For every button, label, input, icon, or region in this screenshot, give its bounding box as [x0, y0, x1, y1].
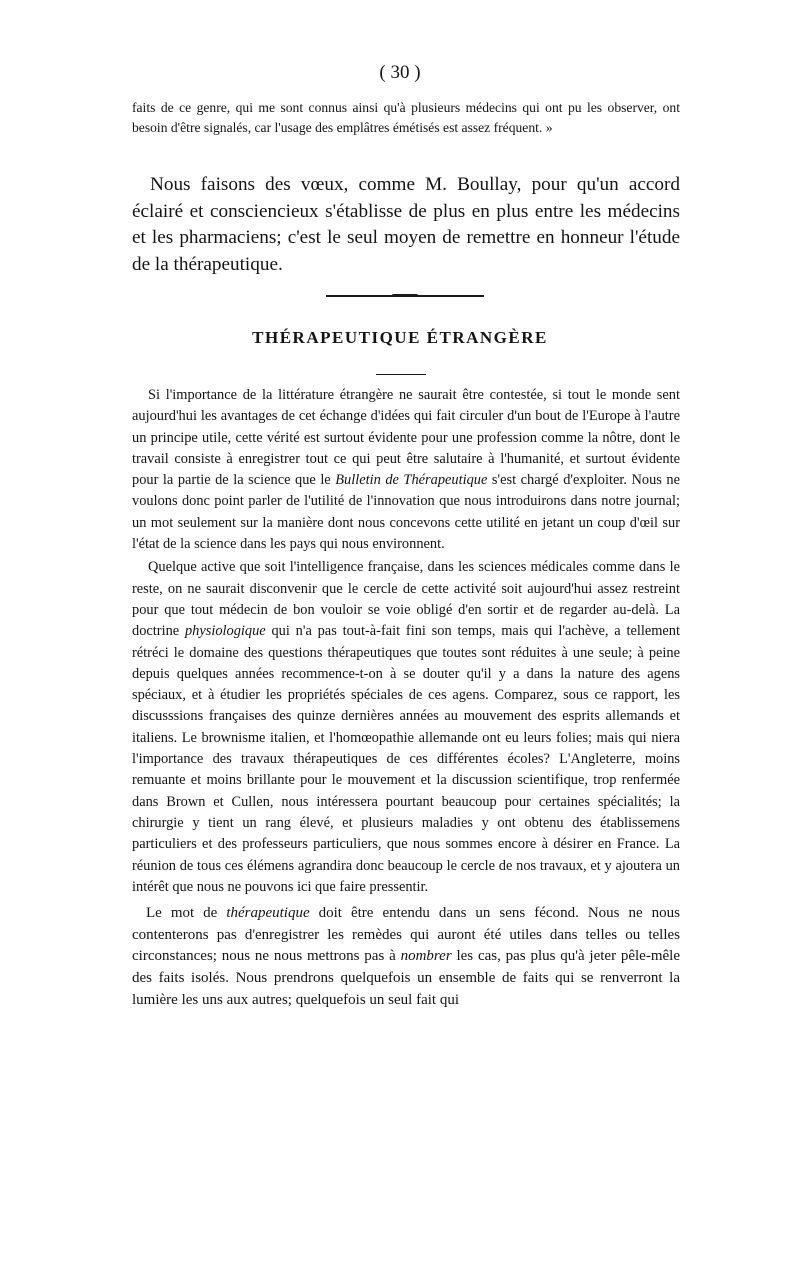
page-number: ( 30 ): [379, 62, 421, 83]
paragraph-3: [132, 903, 680, 1011]
section-title: THÉRAPEUTIQUE ÉTRANGÈRE: [252, 328, 548, 347]
paragraph-2-text-b: qui n'a pas tout-à-fait fini son temps, mais qui l'achève, a tellement rétréci le domaine des questions thérapeutiques que toutes sont réduites à une seule; à peine depuis quelques années recommence-t-on à se douter qu'il y a dans la nature des agens spéciaux, et à étudier les propriétés spéciales de ces agens. Comparez, sous ce rapport, les discusssions françaises des quinze dernières années au mouvement des esprits allemands et italiens. Le brownisme italien, et l'homœopathie allemande ont eu leurs folies; mais qui niera l'importance des travaux thérapeutiques de ces différentes écoles? L'Angleterre, moins remuante et moins brillante pour le mouvement et la discussion scientifique, trop renfermée dans Brown et Cullen, nous intéressera pourtant beaucoup pour certaines spécialités; la chirurgie y tient un rang élevé, et plusieurs maladies y ont obtenu des établissemens particuliers et des professeurs particuliers, que nous sommes encore à désirer en France. La réunion de tous ces élémens agrandira donc beaucoup le cercle de nos travaux, et y ajoutera un intérêt que nous ne pouvons ici que faire pressentir.: [132, 623, 680, 895]
quote-text: faits de ce genre, qui me sont connus ainsi qu'à plusieurs médecins qui ont pu les observer, ont besoin d'être signalés, car l'usage des emplâtres émétisés est assez fréquent. »: [132, 100, 680, 135]
section-divider: [326, 295, 484, 297]
nombrer-term: nombrer: [400, 948, 452, 965]
therapeutique-term: thérapeutique: [226, 905, 310, 922]
journal-title: Bulletin de Thérapeutique: [335, 472, 488, 489]
lead-paragraph: [132, 172, 680, 278]
paragraph-1: [132, 385, 680, 555]
section-body: [132, 385, 680, 1011]
paragraph-3-text-b: doit être entendu dans un sens fécond. Nous ne nous contenterons pas d'enregistrer les remèdes qui auront été utiles dans telles ou telles circonstances; nous ne nous mettrons pas à: [132, 905, 680, 965]
quote-continuation: [132, 98, 680, 138]
lead-text: Nous faisons des vœux, comme M. Boullay, pour qu'un accord éclairé et consciencieux s'établisse de plus en plus entre les médecins et les pharmaciens; c'est le seul moyen de remettre en honneur l'étude de la thérapeutique.: [132, 174, 680, 275]
title-underline: [376, 374, 426, 375]
doctrine-term: physiologique: [184, 623, 266, 640]
paragraph-2: [132, 557, 680, 898]
paragraph-1-text-a: Si l'importance de la littérature étrangère ne saurait être contestée, si tout le monde sent aujourd'hui les avantages de cet échange d'idées qui fait circuler d'un bout de l'Europe à l'autre un principe utile, cette vérité est surtout évidente pour une profession comme la nôtre, dont le travail consiste à enregistrer tout ce qui peut être salutaire à l'humanité, et surtout évidente pour la partie de la science que le: [132, 387, 680, 489]
paragraph-3-text-c: les cas, pas plus qu'à jeter pêle-mêle des faits isolés. Nous prendrons quelquefois un ensemble de faits qui se renverront la lumière les uns aux autres; quelquefois un seul fait qui: [132, 948, 680, 1008]
paragraph-3-text-a: Le mot de: [146, 905, 227, 922]
paragraph-1-text-b: s'est chargé d'exploiter. Nous ne voulons donc point parler de l'utilité de l'innovation que nous introduirons dans notre journal; un mot seulement sur la manière dont nous concevons cette utilité en jetant un coup d'œil sur l'état de la science dans les pays qui nous environnent.: [132, 472, 680, 553]
paragraph-2-text-a: Quelque active que soit l'intelligence française, dans les sciences médicales comme dans le reste, on ne saurait disconvenir que le cercle de cette activité soit aujourd'hui assez restreint pour que tout médecin de bon vouloir se voie obligé d'en sortir et de regarder au-delà. La doctrine: [132, 559, 680, 640]
